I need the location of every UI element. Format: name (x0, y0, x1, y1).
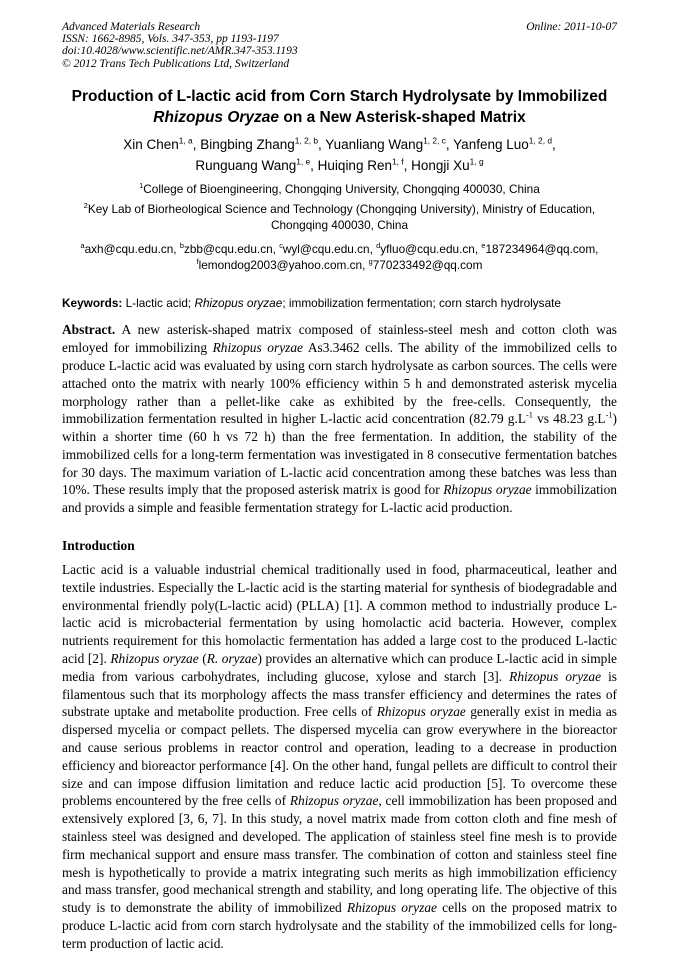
issn-volume-line: ISSN: 1662-8985, Vols. 347-353, pp 1193-1197 (62, 33, 279, 46)
copyright-line: © 2012 Trans Tech Publications Ltd, Switzerland (62, 57, 290, 70)
paper-title: Production of L-lactic acid from Corn Starch Hydrolysate by Immobilized Rhizopus Oryzae on a New Asterisk-shaped Matrix (71, 87, 608, 126)
introduction-paragraph: Lactic acid is a valuable industrial chemical traditionally used in food, pharmaceutical, leather and textile industries. Especially the L-lactic acid is the starting material for synthesis of biodegradable and environmental friendly poly(L-lactic acid) (PLLA) [1]. A common method to industrially produce L-lactic acid is microbacterial fermentation by using homolactic acid bacteria. However, complex nutrients requirement for this homolactic fermentation has added a large cost to the produced L-lactic acid [2]. Rhizopus oryzae (R. oryzae) provides an alternative which can produce L-lactic acid in simple media from various carbohydrates, including glucose, xylose and starch [3]. Rhizopus oryzae is filamentous such that its morphology affects the mass transfer efficiency and determines the rates of substrate uptake and metabolite production. Free cells of Rhizopus oryzae generally exist in media as dispersed mycelia or compact pellets. The dispersed mycelia can grow everywhere in the bioreactor and cause serious problems in reactor control and operation, leading to a decrease in production efficiency and bioreactor performance [4]. On the other hand, fungal pellets are difficult to control their size and can impose diffusion limitation and reduce lactic acid production [5]. To overcome these problems encountered by the free cells of Rhizopus oryzae, cell immobilization has been proposed and extensively explored [3, 6, 7]. In this study, a novel matrix made from cotton cloth and fine mesh of stainless steel was designed and developed. The application of stainless steel fine mesh is to provide firm mechanical support and ensure mass transfer. The combination of cotton and stainless steel fine mesh is hypothetically to provide a matrix integrating such merits as high immobilization efficiency and mass transfer, good mechanical strength and stability, and long operating life. The objective of this study is to demonstrate the ability of immobilized Rhizopus oryzae cells on the proposed matrix to produce L-lactic acid from corn starch hydrolysate and the stability of the immobilized cells for long-term production of lactic acid. (62, 562, 618, 951)
affiliation-2: $^2$Key Lab of Biorheological Science and Technology (Chongqing University), Ministry of Education, Chongqing 400030, China (83, 201, 596, 232)
journal-name: Advanced Materials Research (62, 21, 201, 33)
authors-line: Xin Chen$^{1, a}$, Bingbing Zhang$^{1, 2, b}$, Yuanliang Wang$^{1, 2, c}$, Yanfeng Luo$^{1, 2, d}$, Runguang Wang$^{1, e}$, Huiqing Ren$^{1, f}$, Hongji Xu$^{1, g}$ (123, 135, 556, 173)
online-date: Online: 2011-10-07 (526, 21, 617, 33)
journal-info-block (62, 21, 298, 70)
section-heading-introduction: Introduction (62, 538, 135, 554)
doi-line: doi:10.4028/www.scientific.net/AMR.347-353.1193 (62, 45, 298, 58)
author-emails: $^a$axh@cqu.edu.cn, $^b$zbb@cqu.edu.cn, $^c$wyl@cqu.edu.cn, $^d$yfluo@cqu.edu.cn, $^e$187234964@qq.com, $^f$lemondog2003@yahoo.com.cn, $^g$770233492@qq.com (80, 241, 599, 272)
journal-header (62, 21, 617, 70)
keywords-line: Keywords: L-lactic acid; Rhizopus oryzae; immobilization fermentation; corn starch hydrolysate (62, 296, 561, 311)
abstract-paragraph: Abstract. A new asterisk-shaped matrix composed of stainless-steel mesh and cotton cloth was emloyed for immobilizing Rhizopus oryzae As3.3462 cells. The ability of the immobilized cells to produce L-lactic acid was evaluated by using corn starch hydrolysate as carbon sources. The cells were attached onto the matrix with nearly 100% efficiency within 5 h and demonstrated asterisk mycelia morphology rather than a pellet-like cake as exhibited by the free-cells. Consequently, the immobilization fermentation resulted in higher L-lactic acid concentration (82.79 $g.L^{-1}$ vs 48.23 $g.L^{-1}$) within a shorter time (60 h vs 72 h) than the free fermentation. In addition, the stability of the immobilized cells for a long-term fermentation was investigated in 8 consecutive fermentation batches for 30 days. The maximum variation of L-lactic acid concentration among these batches was less than 10%. These results imply that the proposed asterisk matrix is good for Rhizopus oryzae immobilization and provids a simple and feasible fermentation strategy for L-lactic acid production. (62, 322, 618, 516)
affiliation-1: $^1$College of Bioengineering, Chongqing University, Chongqing 400030, China (139, 180, 540, 196)
